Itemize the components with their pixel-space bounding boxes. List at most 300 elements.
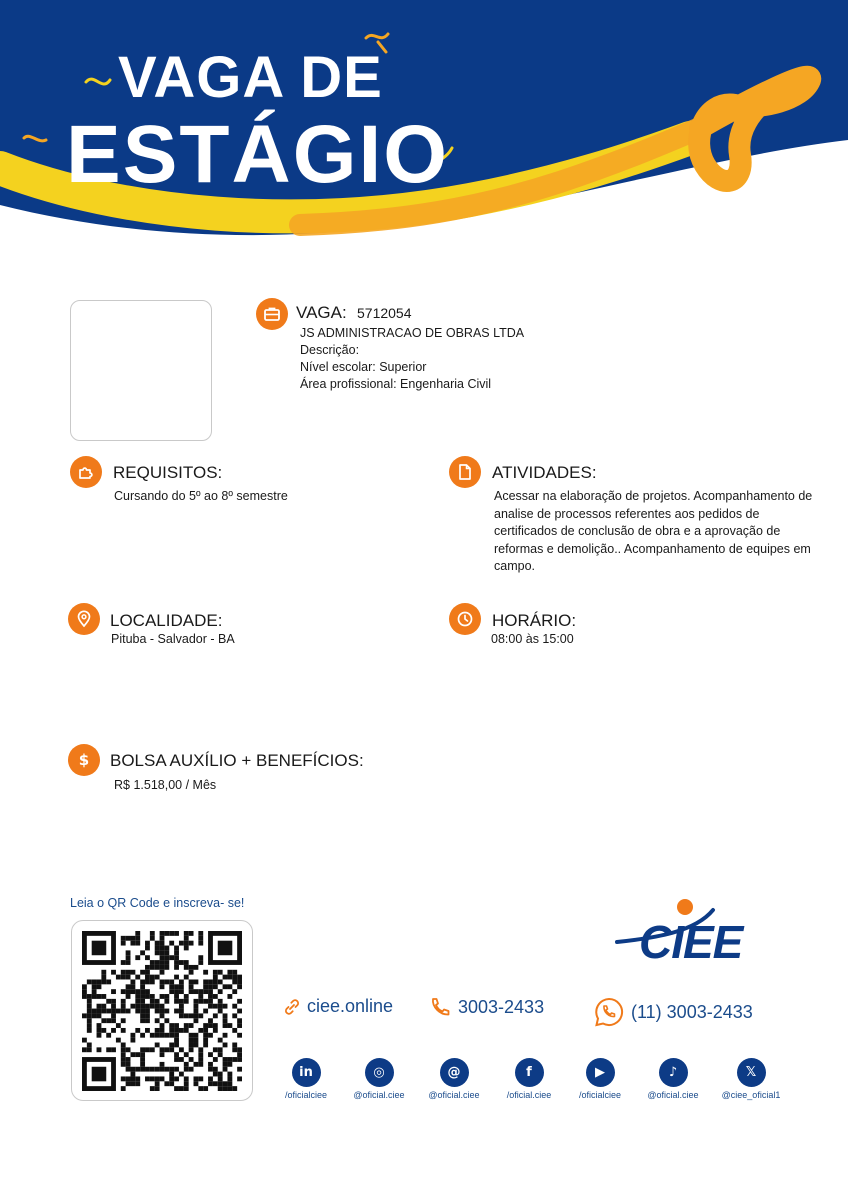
qr-caption: Leia o QR Code e inscreva- se!	[70, 896, 245, 910]
qr-module	[189, 1042, 194, 1047]
qr-module	[126, 1076, 131, 1081]
qr-module	[218, 1003, 223, 1008]
qr-module	[174, 1086, 179, 1091]
qr-module	[213, 1057, 218, 1062]
qr-module	[101, 979, 106, 984]
company-name: JS ADMINISTRACAO DE OBRAS LTDA	[300, 326, 525, 340]
qr-module	[203, 1042, 208, 1047]
website-text[interactable]: ciee.online	[307, 996, 394, 1016]
threads-icon[interactable]: @	[440, 1058, 469, 1087]
qr-module	[160, 950, 165, 955]
qr-module	[101, 974, 106, 979]
qr-module	[111, 969, 116, 974]
social-handle[interactable]: @ciee_oficial1	[721, 1090, 781, 1100]
qr-module	[97, 1023, 102, 1028]
qr-module	[179, 984, 184, 989]
qr-module	[169, 931, 174, 936]
qr-code-frame[interactable]	[71, 920, 253, 1101]
qr-module	[189, 979, 194, 984]
qr-module	[160, 1013, 165, 1018]
qr-module	[174, 1032, 179, 1037]
qr-module	[169, 989, 174, 994]
qr-module	[213, 1066, 218, 1071]
qr-module	[213, 994, 218, 999]
qr-module	[208, 1032, 213, 1037]
qr-module	[174, 1023, 179, 1028]
qr-module	[164, 1008, 169, 1013]
qr-module	[121, 960, 126, 965]
qr-module	[145, 989, 150, 994]
qr-module	[82, 1047, 87, 1052]
qr-module	[97, 1013, 102, 1018]
qr-module	[232, 1042, 237, 1047]
qr-module	[184, 998, 189, 1003]
qr-module	[155, 940, 160, 945]
qr-module	[164, 1066, 169, 1071]
qr-module	[198, 1061, 203, 1066]
header-banner	[0, 0, 848, 250]
qr-module	[203, 984, 208, 989]
qr-module	[101, 994, 106, 999]
qr-module	[135, 1052, 140, 1057]
qr-module	[140, 1008, 145, 1013]
qr-module	[174, 989, 179, 994]
professional-area: Área profissional: Engenharia Civil	[300, 377, 492, 391]
qr-module	[227, 1076, 232, 1081]
qr-module	[169, 1047, 174, 1052]
qr-module	[169, 1066, 174, 1071]
qr-module	[92, 979, 97, 984]
qr-module	[121, 989, 126, 994]
qr-module	[135, 1027, 140, 1032]
x-icon[interactable]: 𝕏	[737, 1058, 766, 1087]
qr-module	[155, 950, 160, 955]
instagram-icon[interactable]: ◎	[365, 1058, 394, 1087]
qr-module	[116, 1023, 121, 1028]
qr-module	[150, 974, 155, 979]
qr-module	[237, 1052, 242, 1057]
dollar-icon	[68, 744, 100, 776]
qr-module	[87, 1013, 92, 1018]
qr-module	[140, 1018, 145, 1023]
qr-module	[145, 979, 150, 984]
qr-module	[155, 964, 160, 969]
qr-module	[169, 984, 174, 989]
qr-module	[203, 1023, 208, 1028]
qr-module	[227, 1023, 232, 1028]
requisitos-title: REQUISITOS:	[113, 463, 223, 482]
qr-module	[213, 1047, 218, 1052]
qr-module	[227, 1061, 232, 1066]
qr-module	[232, 1003, 237, 1008]
qr-module	[232, 974, 237, 979]
link-icon	[283, 997, 301, 1017]
horario-text: 08:00 às 15:00	[491, 632, 574, 646]
qr-module	[232, 1057, 237, 1062]
qr-module	[237, 1057, 242, 1062]
qr-module	[150, 994, 155, 999]
qr-module	[198, 998, 203, 1003]
qr-module	[164, 1081, 169, 1086]
qr-module	[140, 1057, 145, 1062]
atividades-line: reformas e demolição.. Acompanhamento de equipes em	[494, 541, 811, 556]
qr-module	[160, 960, 165, 965]
facebook-icon[interactable]: f	[515, 1058, 544, 1087]
qr-module	[97, 979, 102, 984]
qr-module	[174, 1042, 179, 1047]
qr-module	[179, 960, 184, 965]
qr-module	[97, 1047, 102, 1052]
social-x[interactable]	[706, 1058, 796, 1100]
qr-module	[87, 1003, 92, 1008]
qr-module	[174, 1037, 179, 1042]
qr-module	[213, 974, 218, 979]
document-icon	[449, 456, 481, 488]
qr-module	[223, 984, 228, 989]
qr-module	[218, 1008, 223, 1013]
qr-module	[106, 979, 111, 984]
qr-module	[111, 1027, 116, 1032]
qr-module	[194, 1042, 199, 1047]
qr-module	[92, 994, 97, 999]
qr-module	[92, 984, 97, 989]
atividades-title: ATIVIDADES:	[492, 463, 597, 482]
qr-module	[218, 1081, 223, 1086]
qr-module	[87, 1042, 92, 1047]
qr-module	[135, 989, 140, 994]
linkedin-icon[interactable]: in	[292, 1058, 321, 1087]
qr-module	[140, 989, 145, 994]
qr-module	[164, 955, 169, 960]
tiktok-icon[interactable]: ♪	[659, 1058, 688, 1087]
social-tiktok[interactable]	[628, 1058, 718, 1100]
qr-module	[160, 940, 165, 945]
qr-module	[198, 994, 203, 999]
qr-module	[237, 998, 242, 1003]
qr-module	[101, 1003, 106, 1008]
qr-module	[87, 979, 92, 984]
youtube-icon[interactable]: ▶	[586, 1058, 615, 1087]
qr-module	[155, 998, 160, 1003]
qr-module	[208, 998, 213, 1003]
qr-module	[232, 969, 237, 974]
qr-module	[145, 994, 150, 999]
qr-module	[218, 1086, 223, 1091]
qr-module	[130, 1081, 135, 1086]
qr-module	[174, 1027, 179, 1032]
phone-contact[interactable]	[428, 996, 544, 1018]
qr-module	[174, 931, 179, 936]
qr-module	[189, 1032, 194, 1037]
qr-module	[164, 998, 169, 1003]
qr-module	[160, 1027, 165, 1032]
qr-module	[218, 998, 223, 1003]
qr-module	[164, 960, 169, 965]
qr-module	[169, 1076, 174, 1081]
qr-module	[189, 969, 194, 974]
qr-module	[223, 1061, 228, 1066]
qr-module	[82, 984, 87, 989]
qr-module	[145, 969, 150, 974]
qr-module	[87, 1018, 92, 1023]
qr-module	[155, 1008, 160, 1013]
qr-module	[208, 1052, 213, 1057]
qr-module	[155, 1076, 160, 1081]
qr-module	[184, 1013, 189, 1018]
qr-module	[174, 974, 179, 979]
qr-module	[155, 1086, 160, 1091]
qr-module	[126, 1008, 131, 1013]
qr-module	[126, 1057, 131, 1062]
phone-text[interactable]: 3003‑2433	[458, 996, 545, 1017]
qr-module	[106, 1032, 111, 1037]
qr-module	[145, 1008, 150, 1013]
qr-module	[130, 940, 135, 945]
qr-module	[189, 1013, 194, 1018]
qr-module	[237, 1018, 242, 1023]
qr-module	[140, 1013, 145, 1018]
qr-module	[184, 1076, 189, 1081]
qr-module	[155, 960, 160, 965]
qr-module	[82, 1037, 87, 1042]
qr-module	[140, 1066, 145, 1071]
title-line-1: VAGA DE	[118, 45, 383, 110]
qr-module	[87, 1027, 92, 1032]
qr-module	[82, 994, 87, 999]
qr-module	[101, 1027, 106, 1032]
atividades-line: analise de processos referentes aos pedidos de	[494, 506, 760, 521]
qr-module	[164, 1018, 169, 1023]
qr-module	[174, 1052, 179, 1057]
qr-module	[155, 1032, 160, 1037]
qr-module	[155, 1066, 160, 1071]
qr-module	[232, 1027, 237, 1032]
qr-module	[194, 1018, 199, 1023]
qr-module	[232, 1013, 237, 1018]
qr-module	[174, 1076, 179, 1081]
qr-module	[97, 1008, 102, 1013]
qr-module	[121, 1086, 126, 1091]
qr-module	[227, 994, 232, 999]
qr-module	[208, 1066, 213, 1071]
qr-module	[169, 1042, 174, 1047]
qr-module	[135, 974, 140, 979]
qr-module	[237, 984, 242, 989]
vaga-code: 5712054	[357, 305, 412, 321]
qr-module	[237, 1023, 242, 1028]
qr-module	[194, 964, 199, 969]
qr-module	[121, 1042, 126, 1047]
qr-module	[237, 1032, 242, 1037]
qr-module	[198, 940, 203, 945]
qr-module	[169, 979, 174, 984]
qr-code[interactable]	[82, 931, 242, 1091]
qr-module	[179, 1047, 184, 1052]
qr-module	[213, 1013, 218, 1018]
qr-module	[145, 1027, 150, 1032]
qr-module	[160, 945, 165, 950]
qr-module	[208, 994, 213, 999]
clock-icon	[449, 603, 481, 635]
qr-module	[126, 1061, 131, 1066]
qr-module	[213, 969, 218, 974]
qr-module	[237, 1066, 242, 1071]
qr-module	[174, 945, 179, 950]
qr-module	[92, 1008, 97, 1013]
qr-module	[198, 1047, 203, 1052]
qr-module	[87, 994, 92, 999]
qr-module	[155, 974, 160, 979]
qr-module	[218, 969, 223, 974]
qr-module	[150, 964, 155, 969]
qr-module	[194, 1032, 199, 1037]
qr-module	[208, 1061, 213, 1066]
qr-module	[101, 969, 106, 974]
qr-module	[169, 1081, 174, 1086]
social-handle[interactable]: @oficial.ciee	[647, 1090, 699, 1100]
qr-module	[237, 1047, 242, 1052]
qr-module	[92, 940, 107, 955]
qr-module	[126, 1066, 131, 1071]
social-handle[interactable]: /oficialciee	[284, 1090, 328, 1100]
qr-module	[87, 998, 92, 1003]
qr-module	[121, 940, 126, 945]
qr-module	[116, 974, 121, 979]
qr-module	[189, 1023, 194, 1028]
qr-module	[160, 1052, 165, 1057]
qr-module	[121, 974, 126, 979]
qr-module	[97, 1027, 102, 1032]
qr-module	[164, 964, 169, 969]
qr-module	[169, 1027, 174, 1032]
qr-module	[82, 989, 87, 994]
qr-module	[218, 1076, 223, 1081]
qr-module	[150, 1076, 155, 1081]
qr-module	[218, 940, 233, 955]
qr-module	[237, 1008, 242, 1013]
qr-module	[155, 1003, 160, 1008]
qr-module	[174, 998, 179, 1003]
qr-module	[223, 974, 228, 979]
whatsapp-contact[interactable]	[593, 996, 753, 1028]
qr-module	[130, 1003, 135, 1008]
qr-module	[169, 1032, 174, 1037]
qr-module	[223, 1023, 228, 1028]
qr-module	[150, 979, 155, 984]
qr-module	[140, 1047, 145, 1052]
qr-module	[111, 1047, 116, 1052]
whatsapp-text[interactable]: (11) 3003‑2433	[631, 1001, 753, 1022]
qr-module	[237, 1076, 242, 1081]
qr-module	[213, 979, 218, 984]
qr-module	[140, 1052, 145, 1057]
social-handle[interactable]: /oficial.ciee	[506, 1090, 552, 1100]
qr-module	[189, 940, 194, 945]
vaga-label: VAGA:	[296, 303, 347, 322]
title-line-2: ESTÁGIO	[66, 109, 450, 200]
qr-module	[203, 979, 208, 984]
qr-module	[179, 940, 184, 945]
qr-module	[223, 1057, 228, 1062]
qr-module	[126, 969, 131, 974]
ciee-logo	[615, 896, 780, 962]
qr-module	[227, 974, 232, 979]
qr-module	[184, 1052, 189, 1057]
atividades-line: certificados de conclusão de obra e a aprovação de	[494, 524, 781, 538]
qr-module	[179, 1071, 184, 1076]
qr-module	[184, 964, 189, 969]
qr-module	[160, 984, 165, 989]
atividades-line: campo.	[494, 559, 535, 573]
qr-module	[213, 1071, 218, 1076]
qr-module	[130, 1032, 135, 1037]
social-handle[interactable]: /oficialciee	[578, 1090, 622, 1100]
qr-module	[145, 1018, 150, 1023]
qr-module	[194, 989, 199, 994]
qr-module	[160, 979, 165, 984]
qr-module	[160, 1023, 165, 1028]
qr-module	[92, 1066, 107, 1081]
localidade-title: LOCALIDADE:	[110, 611, 223, 630]
qr-module	[140, 998, 145, 1003]
qr-module	[126, 935, 131, 940]
qr-module	[121, 1047, 126, 1052]
qr-module	[227, 984, 232, 989]
qr-module	[92, 1013, 97, 1018]
qr-module	[169, 955, 174, 960]
social-handle[interactable]: @oficial.ciee	[353, 1090, 405, 1100]
website-contact[interactable]	[283, 996, 393, 1017]
qr-module	[145, 964, 150, 969]
qr-module	[160, 1003, 165, 1008]
qr-module	[111, 1008, 116, 1013]
qr-module	[111, 1018, 116, 1023]
qr-module	[174, 1008, 179, 1013]
qr-module	[184, 1023, 189, 1028]
qr-module	[208, 1018, 213, 1023]
qr-module	[184, 960, 189, 965]
qr-module	[169, 1023, 174, 1028]
qr-module	[140, 994, 145, 999]
qr-module	[135, 931, 140, 936]
qr-module	[150, 1086, 155, 1091]
qr-module	[164, 994, 169, 999]
qr-module	[160, 935, 165, 940]
qr-module	[198, 935, 203, 940]
qr-module	[97, 1003, 102, 1008]
qr-module	[237, 979, 242, 984]
qr-module	[135, 935, 140, 940]
qr-module	[126, 950, 131, 955]
qr-module	[87, 1047, 92, 1052]
qr-module	[121, 1057, 126, 1062]
description-label: Descrição:	[300, 343, 360, 357]
qr-module	[111, 998, 116, 1003]
phone-icon	[428, 996, 452, 1018]
qr-module	[121, 1052, 126, 1057]
qr-module	[164, 931, 169, 936]
qr-module	[174, 994, 179, 999]
qr-module	[145, 1066, 150, 1071]
qr-module	[198, 1057, 203, 1062]
qr-module	[126, 994, 131, 999]
briefcase-icon	[256, 298, 288, 330]
social-handle[interactable]: @oficial.ciee	[428, 1090, 480, 1100]
qr-module	[179, 1057, 184, 1062]
qr-module	[198, 955, 203, 960]
qr-module	[184, 974, 189, 979]
qr-module	[101, 1018, 106, 1023]
